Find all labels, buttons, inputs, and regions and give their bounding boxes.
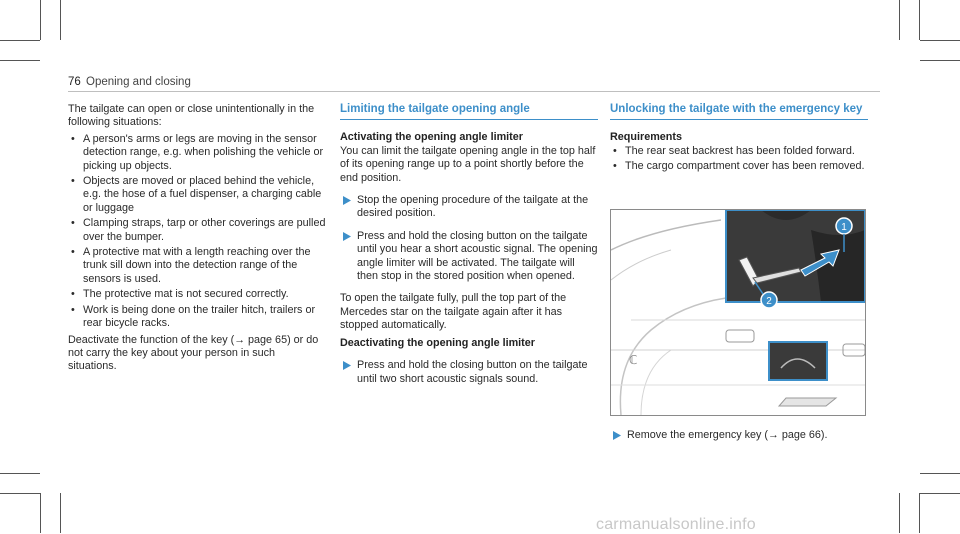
crop-mark <box>0 493 40 494</box>
list-item: • Work is being done on the trailer hitch, trailers or rear bicycle racks. <box>71 303 316 330</box>
bullet-dot: • <box>71 175 75 188</box>
subheading: Deactivating the opening angle limiter <box>340 336 535 349</box>
crop-mark <box>0 40 40 41</box>
crop-mark <box>920 473 960 474</box>
column-left <box>68 103 326 374</box>
paragraph: You can limit the tailgate opening angle in the top half of its opening range up to a point shortly before the end position. <box>340 144 596 184</box>
callout-1-label: 1 <box>841 222 847 233</box>
list-item: • A protective mat with a length reaching over the trunk sill down into the detection range of the sensors is used. <box>71 246 311 285</box>
crop-mark <box>920 493 960 494</box>
list-item: • A person's arms or legs are moving in the sensor detection range, e.g. when polishing the vehicle or picking up objects. <box>71 132 324 172</box>
outro-paragraph: Deactivate the function of the key (→ page 65) or do not carry the key about your person in such situations. <box>68 333 319 373</box>
section-title: Limiting the tailgate opening angle <box>340 103 598 120</box>
crop-mark <box>40 0 41 40</box>
crop-mark <box>60 0 61 40</box>
step-arrow-icon <box>343 232 351 241</box>
callout-2-label: 2 <box>766 296 772 307</box>
list-item: • The protective mat is not secured correctly. <box>71 288 289 301</box>
list-item: • Objects are moved or placed behind the vehicle, e.g. the hose of a fuel dispenser, a charging cable or luggage <box>71 175 322 214</box>
step-arrow-icon <box>613 431 621 440</box>
crop-mark <box>919 493 920 533</box>
crop-mark <box>899 0 900 40</box>
page-header-title: Opening and closing <box>86 76 191 88</box>
subheading: Activating the opening angle limiter <box>340 131 523 144</box>
bullet-dot: • <box>71 246 75 259</box>
step-item: Press and hold the closing button on the tailgate until two short acoustic signals sound. <box>340 359 598 386</box>
watermark: carmanualsonline.info <box>596 516 756 533</box>
page-number: 76 <box>68 76 81 88</box>
paragraph: To open the tailgate fully, pull the top part of the Mercedes star on the tailgate again after it has stopped automatically. <box>340 292 567 332</box>
crop-mark <box>0 473 40 474</box>
section-title: Unlocking the tailgate with the emergency key <box>610 103 868 120</box>
column-right-steps <box>610 420 868 451</box>
subheading: Requirements <box>610 131 682 144</box>
tailgate-drawing <box>611 210 865 415</box>
step-arrow-icon <box>343 361 351 370</box>
column-right <box>610 103 868 174</box>
crop-mark <box>920 60 960 61</box>
list-item: • The rear seat backrest has been folded forward. <box>613 144 855 157</box>
crop-mark <box>60 493 61 533</box>
step-arrow-icon <box>343 196 351 205</box>
tailgate-illustration <box>610 209 866 416</box>
crop-mark <box>920 40 960 41</box>
crop-mark <box>0 60 40 61</box>
bullet-dot: • <box>71 288 75 301</box>
step-item: Stop the opening procedure of the tailgate at the desired position. <box>340 194 598 221</box>
svg-text:ℂ: ℂ <box>629 353 638 367</box>
list-item: • Clamping straps, tarp or other coverings are pulled over the bumper. <box>71 217 326 243</box>
crop-mark <box>40 493 41 533</box>
step-item: Remove the emergency key (→ page 66). <box>610 429 868 442</box>
bullet-dot: • <box>613 160 617 173</box>
bullet-dot: • <box>71 132 75 145</box>
bullet-dot: • <box>71 217 75 230</box>
step-item: Press and hold the closing button on the tailgate until you hear a short acoustic signal. The opening angle limiter will be activated. The tailgate will then stop in the stored position when opened. <box>340 230 598 284</box>
bullet-dot: • <box>613 144 617 157</box>
column-middle <box>340 103 598 395</box>
bullet-dot: • <box>71 303 75 316</box>
crop-mark <box>919 0 920 40</box>
list-item: • The cargo compartment cover has been removed. <box>613 160 865 173</box>
crop-mark <box>899 493 900 533</box>
header-rule <box>68 91 880 92</box>
intro-paragraph: The tailgate can open or close unintentionally in the following situations: <box>68 103 315 129</box>
